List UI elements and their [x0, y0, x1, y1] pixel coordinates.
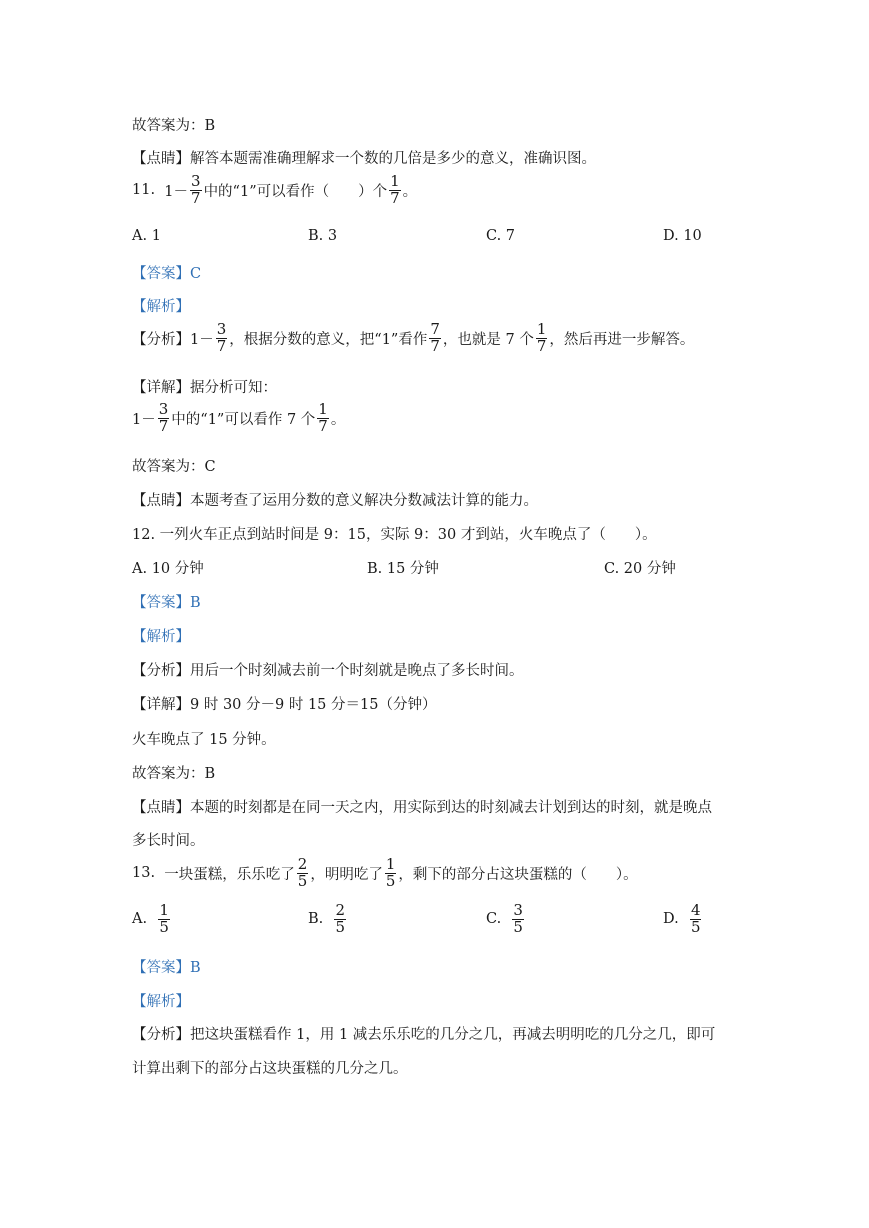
fraction: $\frac{3}{7}$	[158, 400, 169, 435]
answer-line: 故答案为：B	[132, 118, 216, 134]
detail-formula: 1－ $\frac{3}{7}$ 中的“1”可以看作 7 个 $\frac{1}{7}$ 。	[132, 400, 346, 435]
option-c: C. 20 分钟	[604, 561, 676, 577]
comment-line: 【点睛】解答本题需准确理解求一个数的几倍是多少的意义，准确识图。	[132, 151, 596, 167]
option-b: B. 15 分钟	[367, 561, 439, 577]
fraction: $\frac{1}{7}$	[390, 172, 400, 207]
option-c: C. 7	[486, 228, 516, 244]
fraction: $\frac{2}{5}$	[335, 901, 346, 936]
option-b: B. $\frac{2}{5}$	[308, 901, 346, 936]
question-12: 12. 一列火车正点到站时间是 9：15，实际 9：30 才到站，火车晚点了（ ）。	[132, 527, 657, 543]
option-a: A. 1	[132, 228, 161, 244]
answer-label: 【答案】C	[132, 266, 202, 282]
answer-label: 【答案】B	[132, 595, 201, 611]
comment-line: 【点睛】本题考查了运用分数的意义解决分数减法计算的能力。	[132, 493, 538, 509]
option-a: A. 10 分钟	[132, 561, 204, 577]
fraction: $\frac{3}{5}$	[513, 901, 523, 936]
comment-line: 多长时间。	[132, 833, 205, 849]
fraction: $\frac{3}{7}$	[216, 320, 227, 355]
question-11: 11. 1－ $\frac{3}{7}$ 中的“1”可以看作（ ）个 $\frac{1}{7}$ 。	[132, 172, 418, 207]
fraction: $\frac{2}{5}$	[297, 855, 308, 890]
fraction: $\frac{1}{7}$	[536, 320, 547, 355]
detail-line: 火车晚点了 15 分钟。	[132, 732, 276, 748]
option-d: D. 10	[663, 228, 702, 244]
option-a: A. $\frac{1}{5}$	[132, 901, 169, 936]
analysis-line: 计算出剩下的部分占这块蛋糕的几分之几。	[132, 1061, 408, 1077]
question-13: 13. 一块蛋糕，乐乐吃了 $\frac{2}{5}$ ，明明吃了 $\frac{1}{5}$ ，剩下的部分占这块蛋糕的（ ）。	[132, 855, 638, 890]
detail-line: 【详解】据分析可知：	[132, 380, 277, 396]
fraction: $\frac{3}{7}$	[191, 172, 201, 207]
fraction: $\frac{4}{5}$	[690, 901, 701, 936]
analysis-line: 【分析】用后一个时刻减去前一个时刻就是晚点了多长时间。	[132, 663, 524, 679]
detail-line: 【详解】9 时 30 分－9 时 15 分＝15（分钟）	[132, 697, 437, 713]
fraction: $\frac{1}{5}$	[385, 855, 396, 890]
answer-line: 故答案为：B	[132, 766, 216, 782]
comment-line: 【点睛】本题的时刻都是在同一天之内，用实际到达的时刻减去计划到达的时刻，就是晚点	[132, 800, 712, 816]
analysis-line: 【分析】1－ $\frac{3}{7}$ ，根据分数的意义，把“1”看作 $\frac{7}{7}$ ，也就是 7 个 $\frac{1}{7}$ ，然后再进一步解答。	[132, 320, 695, 355]
answer-label: 【答案】B	[132, 960, 201, 976]
option-d: D. $\frac{4}{5}$	[663, 901, 701, 936]
analysis-label: 【解析】	[132, 299, 190, 315]
analysis-label: 【解析】	[132, 994, 190, 1010]
answer-line: 故答案为：C	[132, 459, 216, 475]
option-b: B. 3	[308, 228, 338, 244]
option-c: C. $\frac{3}{5}$	[486, 901, 523, 936]
analysis-line: 【分析】把这块蛋糕看作 1，用 1 减去乐乐吃的几分之几，再减去明明吃的几分之几，即可	[132, 1027, 716, 1043]
fraction: $\frac{1}{5}$	[159, 901, 169, 936]
fraction: $\frac{1}{7}$	[318, 400, 328, 435]
analysis-label: 【解析】	[132, 629, 190, 645]
fraction: $\frac{7}{7}$	[430, 320, 440, 355]
